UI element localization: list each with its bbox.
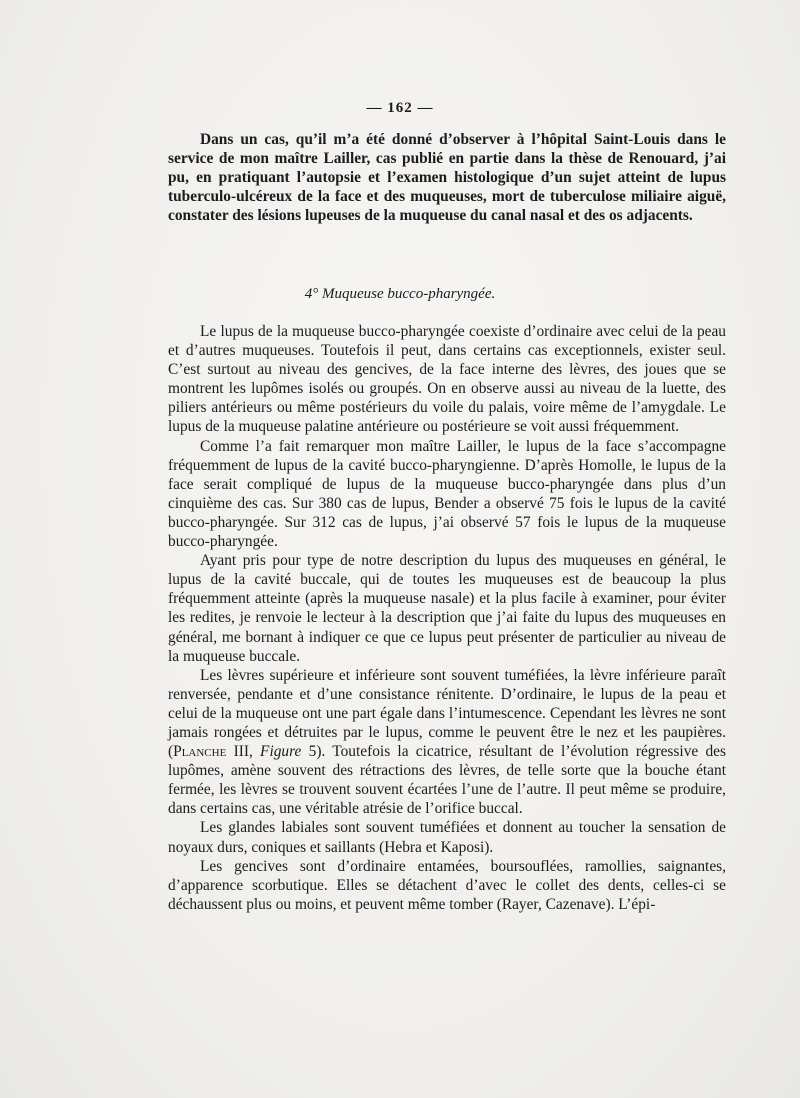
plate-number: III,: [226, 743, 261, 761]
body-text-block: [168, 322, 726, 914]
levres-text-after: 5). Toutefois la cicatrice, résultant de l’évolution régressive des lupômes, amène souvent des rétractions des lèvres, de telle sorte que la bouche étant fermée, les lèvres se trouvent souvent écartées l’une de l’autre. Il peut même se produire, dans certains cas, une véritable atrésie de l’orifice buccal.: [168, 743, 726, 818]
intro-paragraph: Dans un cas, qu’il m’a été donné d’observer à l’hôpital Saint-Louis dans le service de mon maître Lailler, cas publié en partie dans la thèse de Renouard, j’ai pu, en pratiquant l’autopsie et l’examen histologique d’un sujet atteint de lupus tuberculo-ulcéreux de la face et des muqueuses, mort de tuberculose miliaire aiguë, constater des lésions lupeuses de la muqueuse du canal nasal et des os adjacents.: [168, 131, 726, 225]
paragraph-frequency: Comme l’a fait remarquer mon maître Lailler, le lupus de la face s’accompagne fréquemment de lupus de la cavité bucco-pharyngienne. D’après Homolle, le lupus de la face serait compliqué de lupus de la muqueuse bucco-pharyngée dans plus d’un cinquième des cas. Sur 380 cas de lupus, Bender a observé 75 fois le lupus de la cavité bucco-pharyngée. Sur 312 cas de lupus, j’ai observé 57 fois le lupus de la muqueuse bucco-pharyngée.: [168, 437, 726, 551]
figure-reference: Figure: [260, 743, 302, 761]
page-number: — 162 —: [366, 100, 434, 116]
plate-reference: Planche: [173, 743, 227, 761]
section-heading: 4° Muqueuse bucco-pharyngée.: [304, 286, 496, 302]
intro-text-block: [168, 130, 726, 225]
paragraph-description: Ayant pris pour type de notre description du lupus des muqueuses en général, le lupus de la cavité buccale, qui de toutes les muqueuses est de beaucoup la plus fréquemment atteinte (après la muqueuse nasale) et la plus facile à examiner, pour éviter les redites, je renvoie le lecteur à la description que j’ai faite du lupus des muqueuses en général, me bornant à indiquer ce que ce lupus peut présenter de particulier au niveau de la muqueuse buccale.: [168, 552, 726, 665]
paragraph-levres: [168, 666, 726, 819]
levres-text-before: Les lèvres supérieure et inférieure sont souvent tuméfiées, la lèvre inférieure paraît renversée, pendante et d’une consistance rénitente. D’ordinaire, le lupus de la peau et celui de la muqueuse ont une part égale dans l’intumescence. Cependant les lèvres ne sont jamais rongées et détruites par le lupus, comme le peuvent être le nez et les paupières. (: [168, 666, 726, 761]
paragraph-gencives: Les gencives sont d’ordinaire entamées, boursouflées, ramollies, saignantes, d’apparence scorbutique. Elles se détachent d’avec le collet des dents, celles-ci se déchaussent plus ou moins, et peuvent même tomber (Rayer, Cazenave). L’épi-: [168, 857, 726, 913]
paragraph-coexistence: Le lupus de la muqueuse bucco-pharyngée coexiste d’ordinaire avec celui de la peau et d’autres muqueuses. Toutefois il peut, dans certains cas exceptionnels, exister seul. C’est surtout au niveau des gencives, de la face interne des lèvres, des joues que se montrent les lupômes isolés ou groupés. On en observe aussi au niveau de la luette, des piliers antérieurs ou même postérieurs du voile du palais, voire même de l’amygdale. Le lupus de la muqueuse palatine antérieure ou postérieure se voit aussi fréquemment.: [168, 323, 726, 436]
paragraph-glandes: Les glandes labiales sont souvent tuméfiées et donnent au toucher la sensation de noyaux durs, coniques et saillants (Hebra et Kaposi).: [168, 819, 726, 856]
